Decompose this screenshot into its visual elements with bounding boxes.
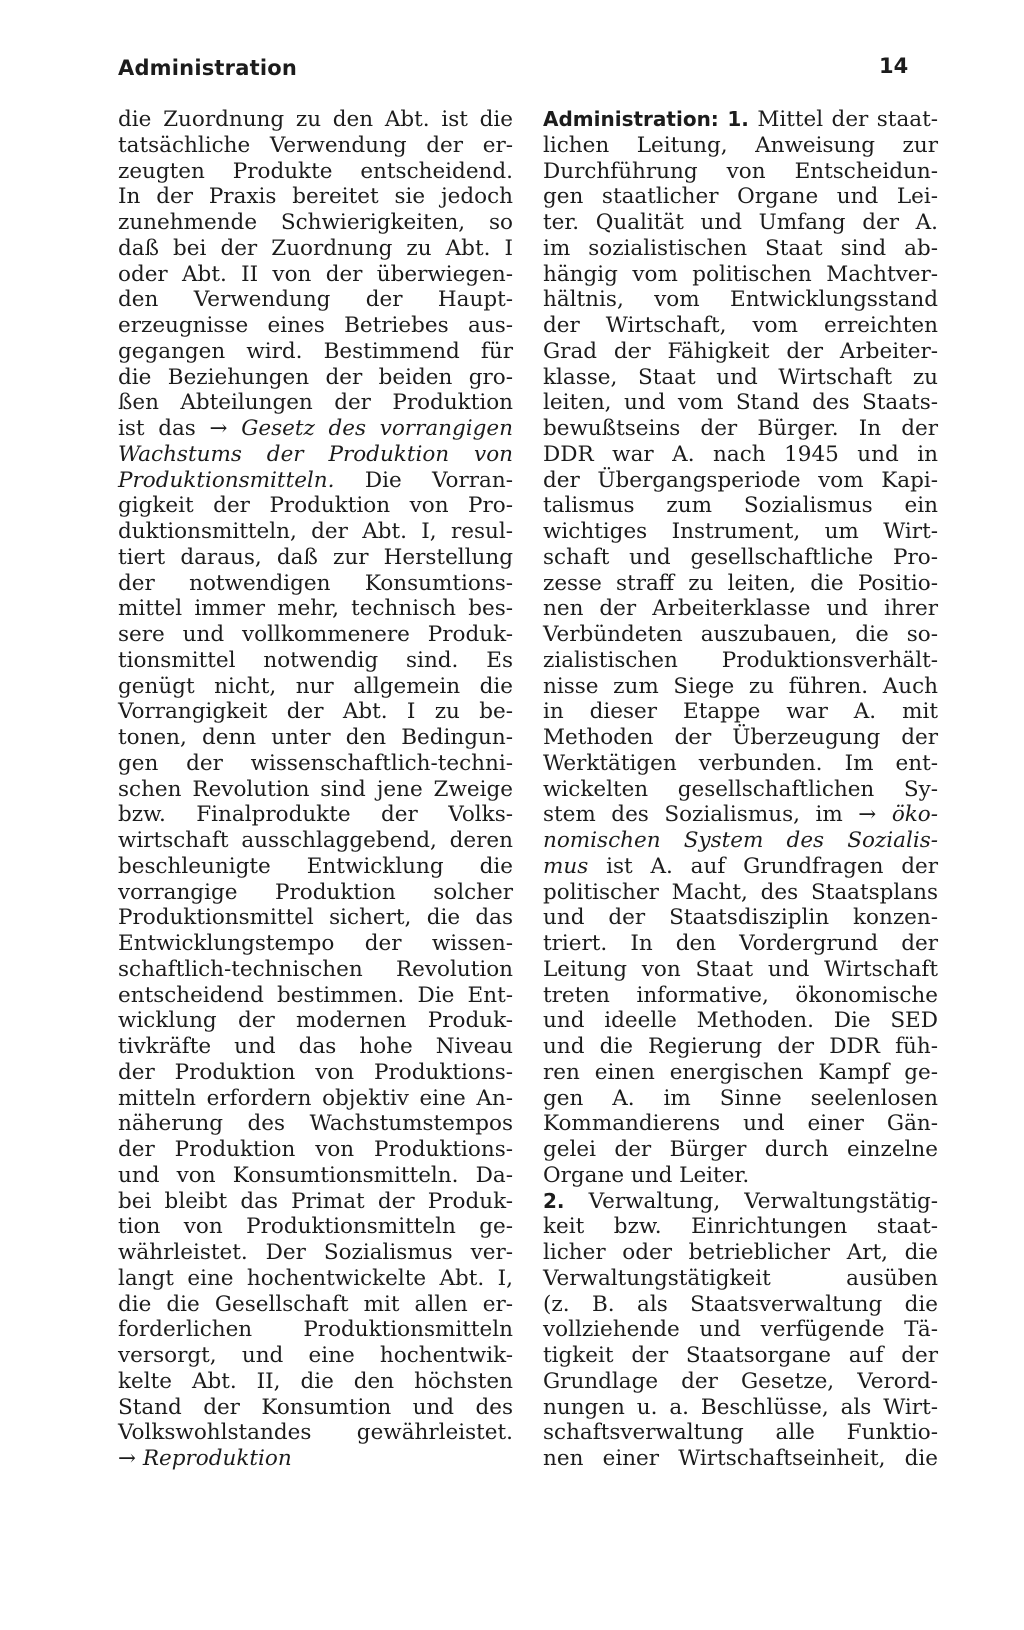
italic-text: Gesetz des vorrangigen xyxy=(241,416,513,441)
text-segment: nen einer Wirtschaftseinheit, die xyxy=(543,1446,938,1471)
text-line xyxy=(118,313,513,339)
text-line xyxy=(543,262,938,288)
text-segment: die die Gesellschaft mit allen er- xyxy=(118,1291,513,1317)
text-line xyxy=(543,184,938,210)
text-line xyxy=(543,1111,938,1137)
text-segment: politischer Macht, des Staatsplans xyxy=(543,879,938,905)
text-line xyxy=(118,107,513,133)
text-line xyxy=(118,262,513,288)
text-segment: ren einen energischen Kampf ge- xyxy=(543,1059,938,1085)
text-line xyxy=(543,1060,938,1086)
text-segment: ist das → xyxy=(118,416,242,441)
text-segment: gigkeit der Produktion von Pro- xyxy=(118,493,513,519)
text-line xyxy=(543,493,938,519)
text-column-right xyxy=(543,107,938,1472)
text-line xyxy=(543,1189,938,1215)
text-segment: gen staatlicher Organe und Lei- xyxy=(543,184,938,210)
text-segment: schaft und gesellschaftliche Pro- xyxy=(543,544,938,570)
text-line xyxy=(543,725,938,751)
text-line xyxy=(543,339,938,365)
text-segment: gen der wissenschaftlich-techni- xyxy=(118,750,513,776)
text-line xyxy=(118,339,513,365)
text-segment: tivkräfte und das hohe Niveau xyxy=(118,1034,513,1059)
text-line xyxy=(118,931,513,957)
text-segment: klasse, Staat und Wirtschaft zu xyxy=(543,364,938,390)
text-line xyxy=(118,468,513,494)
text-line xyxy=(543,1214,938,1240)
text-line xyxy=(118,442,513,468)
text-line xyxy=(543,519,938,545)
text-line xyxy=(543,622,938,648)
text-segment: langt eine hochentwickelte Abt. I, xyxy=(118,1265,513,1291)
text-segment: Verwaltung, Verwaltungstätig- xyxy=(564,1188,938,1214)
text-line xyxy=(118,1343,513,1369)
text-segment: vollziehende und verfügende Tä- xyxy=(543,1317,938,1343)
italic-text: Produktionsmitteln. xyxy=(118,467,335,493)
italic-text: Reproduktion xyxy=(142,1446,292,1471)
text-segment: Die Vorran- xyxy=(334,467,513,493)
text-line xyxy=(118,1214,513,1240)
text-segment: Volkswohlstandes gewährleistet. xyxy=(118,1420,513,1446)
text-segment: wichtiges Instrument, um Wirt- xyxy=(543,519,938,544)
text-line xyxy=(118,287,513,313)
italic-text: nomischen System des Sozialis- xyxy=(543,828,938,853)
text-line xyxy=(543,1446,938,1472)
text-segment: Durchführung von Entscheidun- xyxy=(543,158,938,184)
text-line xyxy=(118,648,513,674)
text-line xyxy=(118,1369,513,1395)
text-segment: sere und vollkommenere Produk- xyxy=(118,622,513,647)
text-segment: der notwendigen Konsumtions- xyxy=(118,570,513,596)
text-line xyxy=(118,622,513,648)
text-segment: Mittel der staat- xyxy=(748,107,938,132)
text-segment: nisse zum Siege zu führen. Auch xyxy=(543,673,938,699)
text-segment: tiert daraus, daß zur Herstellung xyxy=(118,544,513,570)
text-segment: → xyxy=(118,1446,143,1471)
text-line xyxy=(118,674,513,700)
text-line xyxy=(118,983,513,1009)
text-line xyxy=(118,1317,513,1343)
text-line xyxy=(118,725,513,751)
text-line xyxy=(118,596,513,622)
text-segment: zesse straff zu leiten, die Positio- xyxy=(543,570,938,596)
text-line xyxy=(543,674,938,700)
text-line xyxy=(543,983,938,1009)
text-line xyxy=(543,905,938,931)
text-segment: talismus zum Sozialismus ein xyxy=(543,493,938,519)
text-segment: leiten, und vom Stand des Staats- xyxy=(543,390,938,416)
text-line xyxy=(118,751,513,777)
text-segment: stem des Sozialismus, im → xyxy=(543,802,892,828)
text-segment: die Zuordnung zu den Abt. ist die xyxy=(118,107,513,132)
text-line xyxy=(543,1137,938,1163)
text-segment: und ideelle Methoden. Die SED xyxy=(543,1008,938,1034)
text-line xyxy=(118,1111,513,1137)
text-line xyxy=(118,545,513,571)
text-segment: Kommandierens und einer Gän- xyxy=(543,1111,938,1137)
text-segment: näherung des Wachstumstempos xyxy=(118,1111,513,1137)
text-segment: DDR war A. nach 1945 und in xyxy=(543,441,938,467)
text-line xyxy=(543,1086,938,1112)
text-line xyxy=(118,1395,513,1421)
text-segment: mittel immer mehr, technisch bes- xyxy=(118,596,513,622)
text-line xyxy=(543,468,938,494)
text-segment: Leitung von Staat und Wirtschaft xyxy=(543,956,938,982)
text-segment: gegangen wird. Bestimmend für xyxy=(118,338,513,364)
text-segment: der Produktion von Produktions- xyxy=(118,1137,513,1162)
text-line xyxy=(543,1292,938,1318)
text-line xyxy=(543,133,938,159)
text-segment: Methoden der Überzeugung der xyxy=(543,725,938,750)
text-line xyxy=(543,1240,938,1266)
text-line xyxy=(543,1369,938,1395)
text-segment: Grad der Fähigkeit der Arbeiter- xyxy=(543,338,938,364)
text-line xyxy=(543,880,938,906)
text-line xyxy=(118,390,513,416)
text-segment: gelei der Bürger durch einzelne xyxy=(543,1137,938,1162)
text-segment: Grundlage der Gesetze, Verord- xyxy=(543,1368,938,1394)
text-line xyxy=(118,519,513,545)
text-line xyxy=(543,1008,938,1034)
text-segment: hältnis, vom Entwicklungsstand xyxy=(543,287,938,313)
text-line xyxy=(118,802,513,828)
text-segment: Verbündeten auszubauen, die so- xyxy=(543,622,938,647)
text-line xyxy=(118,905,513,931)
text-segment: mitteln erfordern objektiv eine An- xyxy=(118,1085,513,1111)
text-line xyxy=(543,1420,938,1446)
text-line xyxy=(543,313,938,339)
text-segment: kelte Abt. II, die den höchsten xyxy=(118,1368,513,1394)
text-segment: schaftlich-technischen Revolution xyxy=(118,956,513,982)
text-segment: der Übergangsperiode vom Kapi- xyxy=(543,467,938,493)
text-line xyxy=(543,1395,938,1421)
text-segment: gen A. im Sinne seelenlosen xyxy=(543,1085,938,1111)
text-line xyxy=(118,1266,513,1292)
text-segment: bzw. Finalprodukte der Volks- xyxy=(118,802,513,828)
text-line xyxy=(118,854,513,880)
text-line xyxy=(118,1137,513,1163)
text-segment: keit bzw. Einrichtungen staat- xyxy=(543,1214,938,1240)
bold-text: Administration: 1. xyxy=(543,107,749,131)
text-segment: zunehmende Schwierigkeiten, so xyxy=(118,210,513,235)
text-line xyxy=(543,107,938,133)
text-segment: zeugten Produkte entscheidend. xyxy=(118,158,513,184)
text-line xyxy=(118,571,513,597)
text-line xyxy=(118,828,513,854)
text-line xyxy=(118,1240,513,1266)
text-segment: Entwicklungstempo der wissen- xyxy=(118,931,513,956)
text-line xyxy=(543,777,938,803)
text-line xyxy=(118,236,513,262)
text-segment: genügt nicht, nur allgemein die xyxy=(118,673,513,699)
text-line xyxy=(543,699,938,725)
text-segment: ter. Qualität und Umfang der A. xyxy=(543,210,938,235)
text-segment: licher oder betrieblicher Art, die xyxy=(543,1240,938,1265)
text-segment: wirtschaft ausschlaggebend, deren xyxy=(118,828,513,853)
italic-text: Wachstums der Produktion von xyxy=(118,441,513,467)
text-line xyxy=(543,390,938,416)
text-line xyxy=(543,854,938,880)
text-line xyxy=(118,1060,513,1086)
text-segment: und von Konsumtionsmitteln. Da- xyxy=(118,1162,513,1188)
text-line xyxy=(543,1343,938,1369)
text-segment: zialistischen Produktionsverhält- xyxy=(543,647,938,673)
text-segment: nen der Arbeiterklasse und ihrer xyxy=(543,596,938,622)
text-line xyxy=(118,1008,513,1034)
text-line xyxy=(118,1292,513,1318)
text-line xyxy=(543,210,938,236)
text-segment: triert. In den Vordergrund der xyxy=(543,931,938,956)
text-segment: (z. B. als Staatsverwaltung die xyxy=(543,1291,938,1317)
text-line xyxy=(118,1420,513,1446)
text-line xyxy=(543,802,938,828)
text-segment: nungen u. a. Beschlüsse, als Wirt- xyxy=(543,1394,938,1420)
text-segment: der Produktion von Produktions- xyxy=(118,1059,513,1085)
text-line xyxy=(543,648,938,674)
text-line xyxy=(118,184,513,210)
text-segment: lichen Leitung, Anweisung zur xyxy=(543,132,938,158)
text-segment: bei bleibt das Primat der Produk- xyxy=(118,1188,513,1214)
text-line xyxy=(118,1086,513,1112)
text-segment: Stand der Konsumtion und des xyxy=(118,1394,513,1420)
text-segment: tatsächliche Verwendung der er- xyxy=(118,132,513,158)
text-line xyxy=(543,751,938,777)
text-line xyxy=(543,596,938,622)
text-line xyxy=(543,236,938,262)
running-header-title: Administration xyxy=(118,56,297,80)
page-number: 14 xyxy=(879,54,909,78)
italic-text: mus xyxy=(543,853,589,879)
text-segment: Organe und Leiter. xyxy=(543,1162,750,1188)
text-segment: wickelten gesellschaftlichen Sy- xyxy=(543,776,938,802)
text-segment: und der Staatsdisziplin konzen- xyxy=(543,905,938,931)
text-segment: entscheidend bestimmen. Die Ent- xyxy=(118,982,513,1008)
text-segment: Werktätigen verbunden. Im ent- xyxy=(543,750,938,776)
text-segment: der Wirtschaft, vom erreichten xyxy=(543,313,938,338)
text-segment: versorgt, und eine hochentwik- xyxy=(118,1343,513,1368)
text-segment: ist A. auf Grundfragen der xyxy=(588,853,938,879)
text-line xyxy=(118,880,513,906)
text-segment: Produktionsmittel sichert, die das xyxy=(118,905,513,931)
text-segment: tonen, denn unter den Bedingun- xyxy=(118,725,513,750)
text-line xyxy=(543,1266,938,1292)
text-line xyxy=(543,442,938,468)
text-line xyxy=(118,1189,513,1215)
text-segment: hängig vom politischen Machtver- xyxy=(543,261,938,287)
text-segment: ßen Abteilungen der Produktion xyxy=(118,390,513,416)
text-column-left xyxy=(118,107,513,1472)
text-segment: im sozialistischen Staat sind ab- xyxy=(543,235,938,261)
text-line xyxy=(118,159,513,185)
italic-text: öko- xyxy=(891,802,938,828)
text-segment: vorrangige Produktion solcher xyxy=(118,879,513,905)
text-line xyxy=(118,416,513,442)
text-segment: oder Abt. II von der überwiegen- xyxy=(118,261,513,287)
text-segment: forderlichen Produktionsmitteln xyxy=(118,1317,513,1343)
text-segment: schen Revolution sind jene Zweige xyxy=(118,776,513,802)
text-segment: und die Regierung der DDR füh- xyxy=(543,1034,938,1059)
text-line xyxy=(118,957,513,983)
text-line xyxy=(118,1163,513,1189)
bold-text: 2. xyxy=(543,1188,565,1213)
text-segment: In der Praxis bereitet sie jedoch xyxy=(118,184,513,210)
text-line xyxy=(543,571,938,597)
text-segment: daß bei der Zuordnung zu Abt. I xyxy=(118,235,513,261)
text-segment: in dieser Etappe war A. mit xyxy=(543,699,938,725)
text-segment: bewußtseins der Bürger. In der xyxy=(543,416,938,441)
text-segment: Vorrangigkeit der Abt. I zu be- xyxy=(118,699,513,725)
text-line xyxy=(118,210,513,236)
text-line xyxy=(543,159,938,185)
text-segment: den Verwendung der Haupt- xyxy=(118,287,513,313)
text-line xyxy=(543,828,938,854)
text-segment: beschleunigte Entwicklung die xyxy=(118,853,513,879)
text-line xyxy=(543,416,938,442)
text-line xyxy=(543,931,938,957)
text-line xyxy=(543,1034,938,1060)
text-line xyxy=(543,287,938,313)
text-line xyxy=(118,1446,513,1472)
text-line xyxy=(118,365,513,391)
text-line xyxy=(118,699,513,725)
text-segment: tion von Produktionsmitteln ge- xyxy=(118,1214,513,1240)
text-line xyxy=(543,957,938,983)
text-line xyxy=(543,1317,938,1343)
text-line xyxy=(118,1034,513,1060)
text-segment: tionsmittel notwendig sind. Es xyxy=(118,647,513,673)
text-segment: tigkeit der Staatsorgane auf der xyxy=(543,1343,938,1368)
text-segment: duktionsmitteln, der Abt. I, resul- xyxy=(118,519,513,544)
text-line xyxy=(118,133,513,159)
text-line xyxy=(118,493,513,519)
text-line xyxy=(543,365,938,391)
text-segment: Verwaltungstätigkeit ausüben xyxy=(543,1265,938,1291)
text-segment: die Beziehungen der beiden gro- xyxy=(118,364,513,390)
text-line xyxy=(543,545,938,571)
text-segment: schaftsverwaltung alle Funktio- xyxy=(543,1420,938,1446)
text-line xyxy=(543,1163,938,1189)
text-segment: erzeugnisse eines Betriebes aus- xyxy=(118,313,513,338)
text-segment: wicklung der modernen Produk- xyxy=(118,1008,513,1034)
text-segment: währleistet. Der Sozialismus ver- xyxy=(118,1240,513,1265)
text-segment: treten informative, ökonomische xyxy=(543,982,938,1008)
text-line xyxy=(118,777,513,803)
